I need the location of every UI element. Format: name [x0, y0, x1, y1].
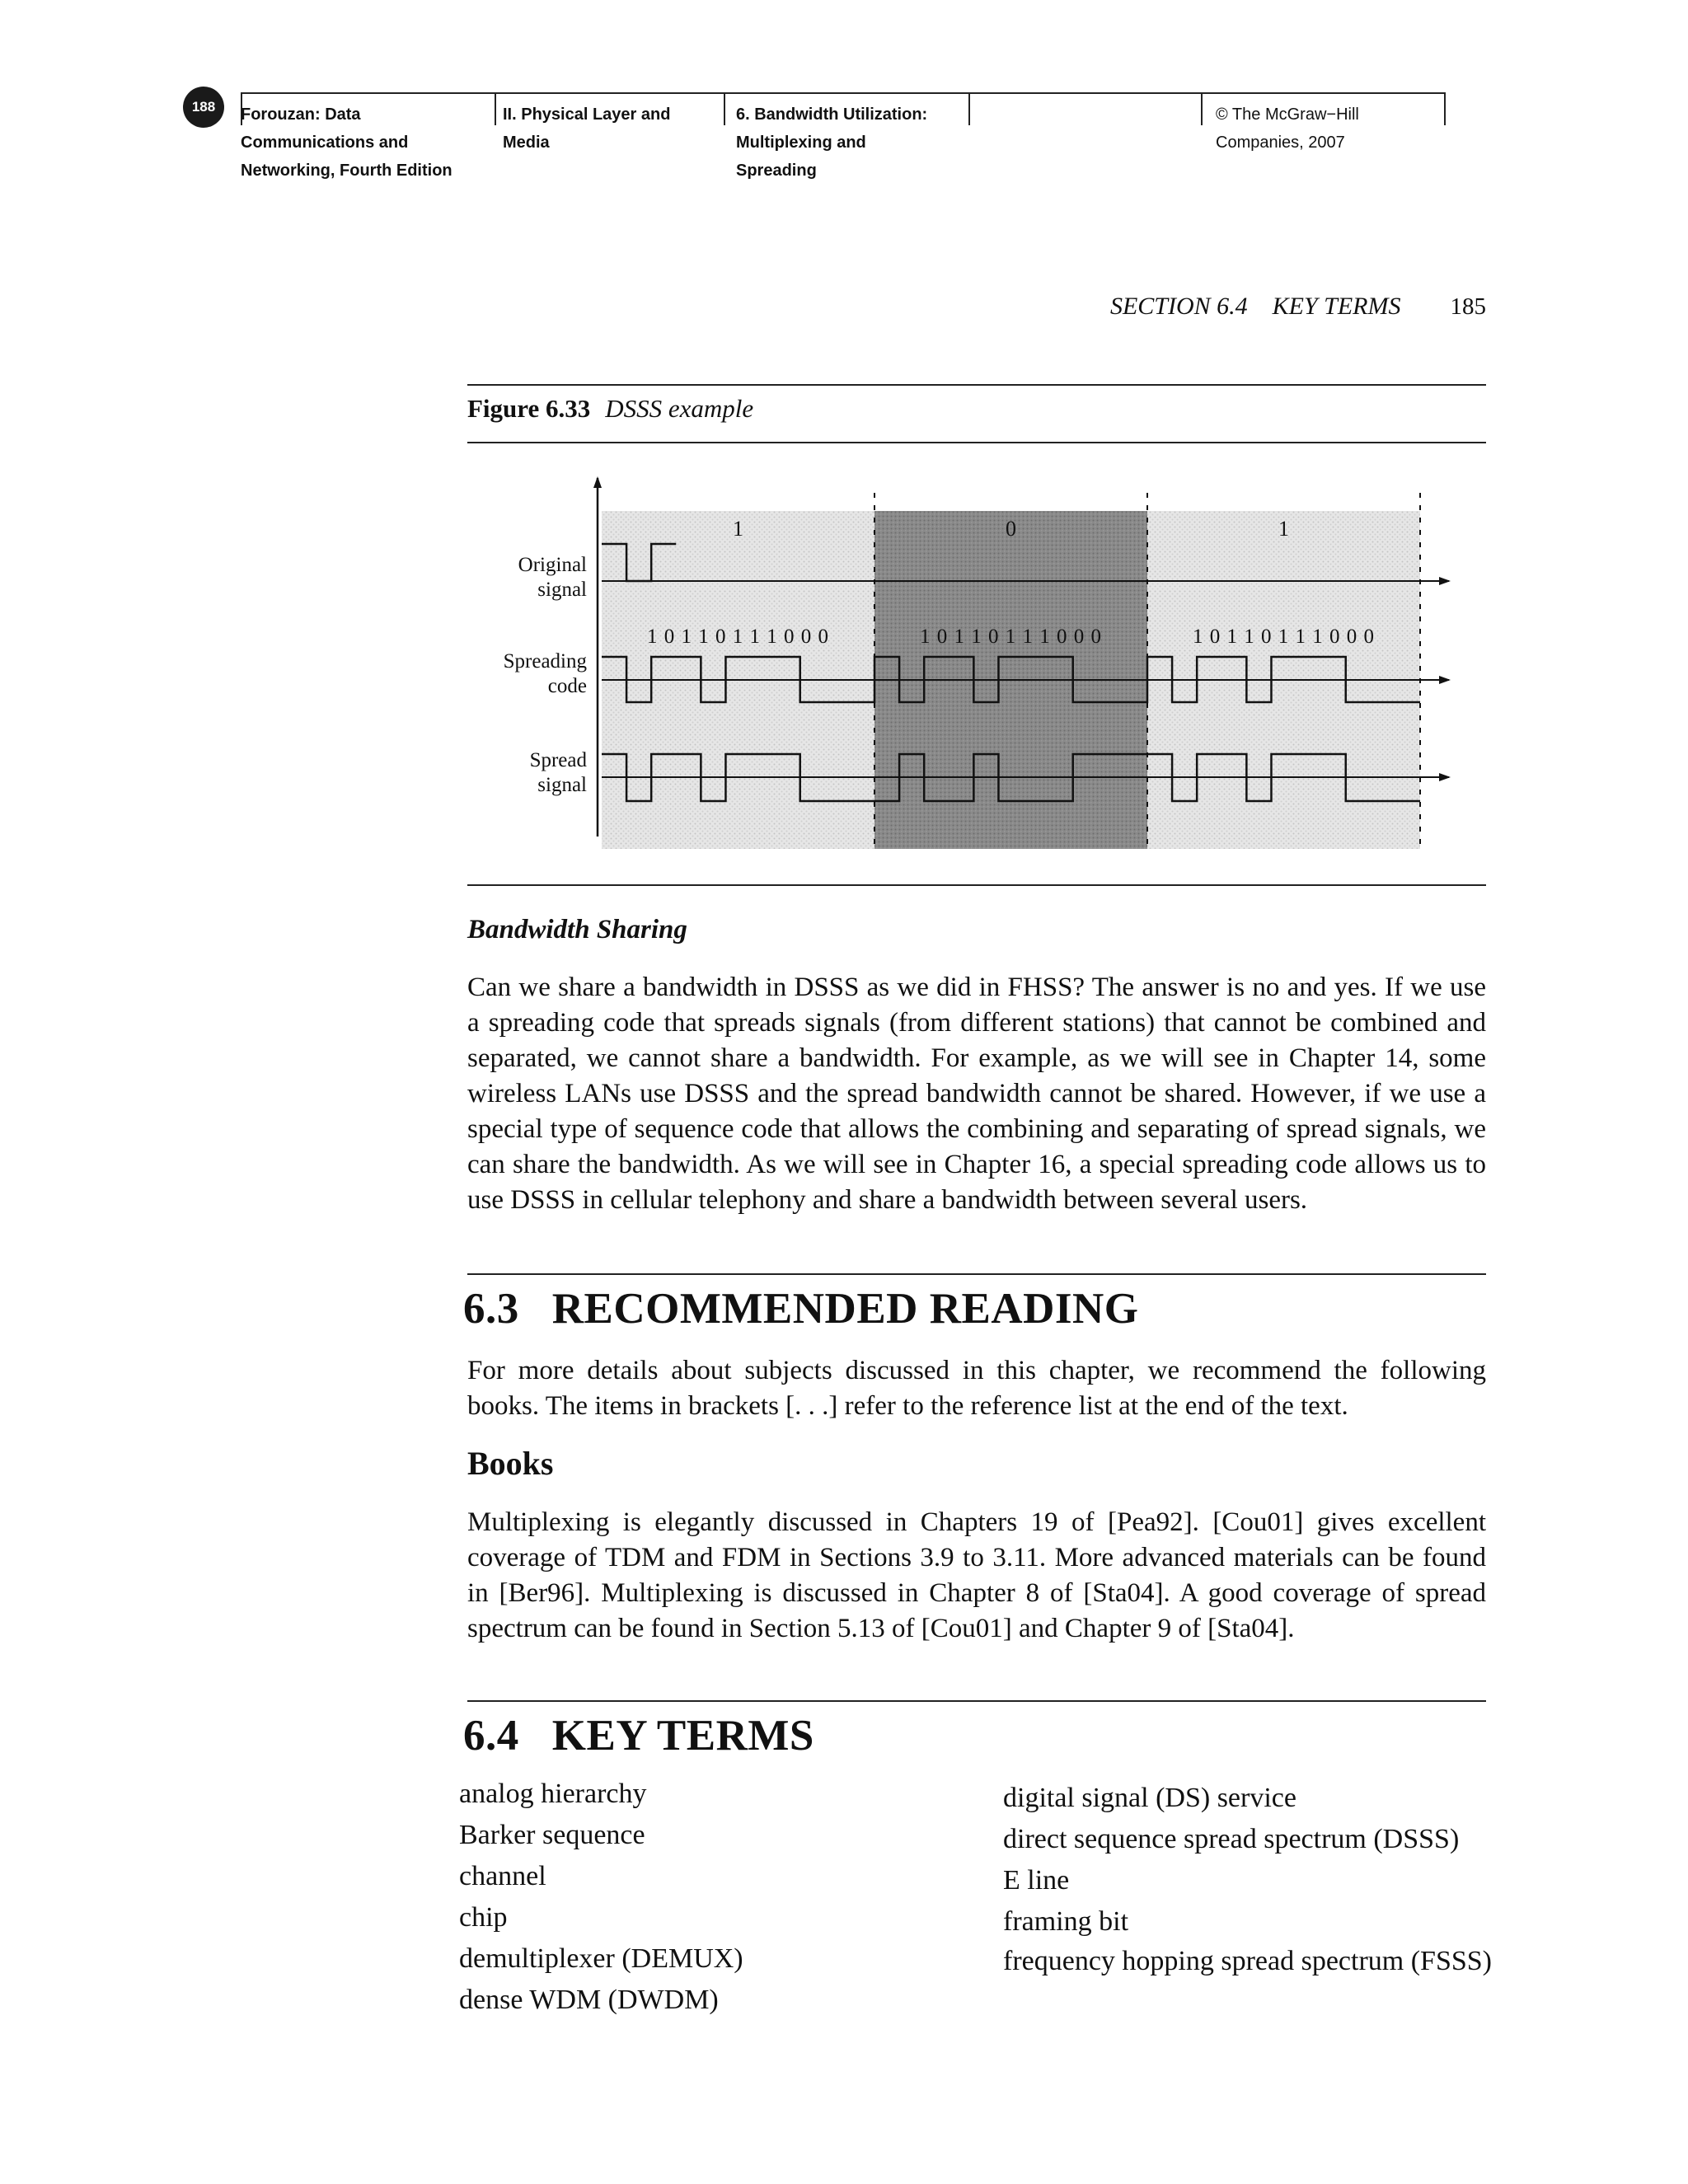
- running-head: [1110, 293, 1486, 321]
- header-part-title: II. Physical Layer and Media: [503, 105, 671, 152]
- spreading-code-row-label: code: [547, 675, 587, 697]
- spreading-code-row-label: Spreading: [503, 650, 587, 673]
- spreading-code-label: 1 0 1 1 0 1 1 1 0 0 0: [920, 626, 1102, 648]
- bandwidth-sharing-heading: Bandwidth Sharing: [467, 915, 687, 944]
- header-divider: [968, 92, 970, 125]
- bit-label: 1: [733, 517, 743, 541]
- header-divider: [1444, 92, 1446, 125]
- header-publisher: © The McGraw−Hill Companies, 2007: [1216, 105, 1359, 152]
- key-term: demultiplexer (DEMUX): [459, 1943, 743, 1974]
- section-rule: [467, 1700, 1486, 1702]
- dsss-diagram: [462, 462, 1484, 890]
- key-term: E line: [1003, 1865, 1070, 1896]
- bandwidth-sharing-paragraph: Can we share a bandwidth in DSSS as we did in FHSS? The answer is no and yes. If we use a spreading code that spreads signals (from different stations) that cannot be combined and separated, we cannot share a bandwidth. For example, as we will see in Chapter 14, some wireless LANs use DSSS and the spread bandwidth cannot be shared. However, if we use a special type of sequence code that allows the combining and separating of spread signals, we can share the bandwidth. As we will see in Chapter 16, a special spreading code allows us to use DSSS in cellular telephony and share a bandwidth between several users.: [467, 972, 1486, 1215]
- key-term: framing bit: [1003, 1906, 1129, 1937]
- figure-caption: [467, 394, 753, 424]
- recommended-reading-intro: For more details about subjects discussed in this chapter, we recommend the following books. The items in brackets [. . .] refer to the reference list at the end of the text.: [467, 1356, 1486, 1421]
- page-number-badge: 188: [183, 87, 224, 128]
- recommended-reading-heading: [463, 1284, 1139, 1333]
- key-term: Barker sequence: [459, 1820, 645, 1850]
- books-paragraph: Multiplexing is elegantly discussed in Chapters 19 of [Pea92]. [Cou01] gives excellent coverage of TDM and FDM in Sections 3.9 to 3.11. More advanced materials can be found in [Ber96]. Multiplexing is discussed in Chapter 8 of [Sta04]. A good coverage of spread spectrum can be found in Section 5.13 of [Cou01] and Chapter 9 of [Sta04].: [467, 1507, 1486, 1643]
- header-book-title: Forouzan: Data Communications and Networking, Fourth Edition: [241, 105, 452, 180]
- spread-signal-label: signal: [537, 774, 587, 796]
- original-signal-label: Original: [518, 554, 587, 576]
- section-number: 6.4: [463, 1712, 519, 1760]
- running-head-page-number: 185: [1450, 293, 1486, 320]
- figure-top-rule: [467, 384, 1486, 386]
- header-divider: [495, 92, 496, 125]
- section-rule: [467, 1273, 1486, 1275]
- key-term: dense WDM (DWDM): [459, 1985, 719, 2015]
- running-head-section: SECTION 6.4 KEY TERMS: [1109, 293, 1401, 320]
- figure-caption-rule: [467, 442, 1486, 443]
- spread-signal-label: Spread: [529, 749, 587, 771]
- figure-bottom-rule: [467, 884, 1486, 886]
- key-terms-left-column: [459, 1774, 743, 2021]
- header-divider: [1201, 92, 1203, 125]
- header-rule: [241, 92, 1446, 94]
- section-number: 6.3: [463, 1285, 519, 1333]
- key-terms-right-column: [1003, 1778, 1498, 1984]
- bit-label: 1: [1278, 517, 1289, 541]
- header-chapter-title: 6. Bandwidth Utilization: Multiplexing and Spreading: [736, 105, 928, 180]
- key-term: digital signal (DS) service: [1003, 1783, 1296, 1813]
- figure-label: Figure 6.33: [467, 394, 591, 423]
- section-title: KEY TERMS: [551, 1712, 814, 1760]
- key-terms-heading: [463, 1711, 814, 1760]
- bit-label: 0: [1006, 517, 1016, 541]
- figure-title: DSSS example: [605, 394, 754, 423]
- spreading-code-label: 1 0 1 1 0 1 1 1 0 0 0: [1193, 626, 1375, 648]
- books-heading: Books: [467, 1445, 554, 1482]
- key-term: frequency hopping spread spectrum (FSSS): [1003, 1946, 1493, 1976]
- key-term: channel: [459, 1861, 546, 1891]
- key-term: direct sequence spread spectrum (DSSS): [1003, 1824, 1460, 1854]
- original-signal-label: signal: [537, 579, 587, 601]
- key-term: analog hierarchy: [459, 1779, 647, 1809]
- header-divider: [724, 92, 725, 125]
- key-term: chip: [459, 1902, 508, 1933]
- spreading-code-label: 1 0 1 1 0 1 1 1 0 0 0: [647, 626, 829, 648]
- section-title: RECOMMENDED READING: [551, 1285, 1139, 1333]
